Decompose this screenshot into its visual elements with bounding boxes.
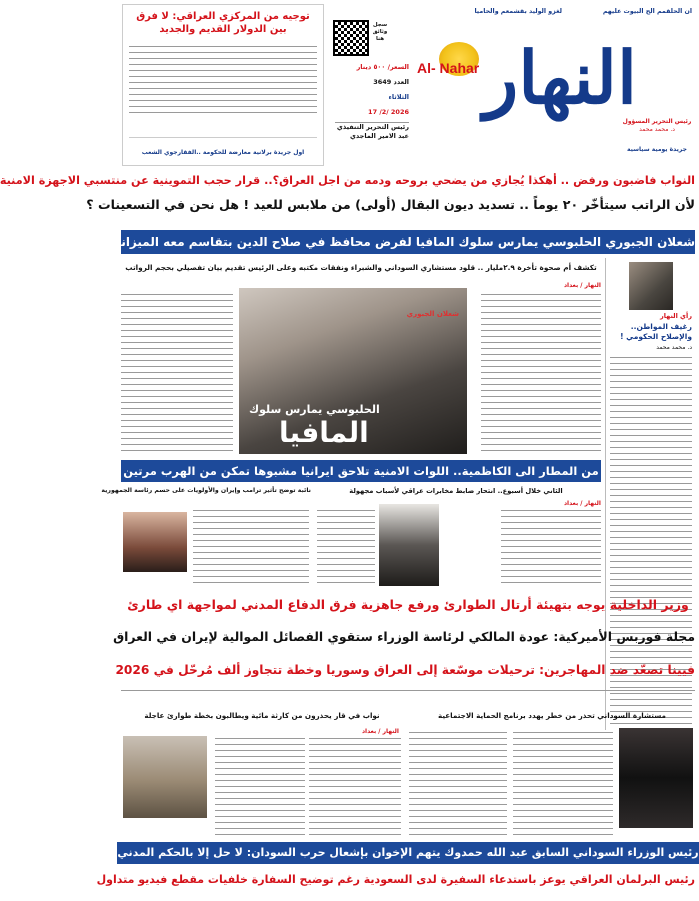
dateline: النهار / بغداد	[563, 282, 601, 289]
issue-date: 2026 /2/ 17	[368, 108, 409, 116]
banner-2[interactable]: من المطار الى الكاظمية.. اللوات الامنية تلاحق ايرانيا مشبوها تمكن من الهرب مرتين	[121, 460, 601, 482]
dateline-3: النهار / بغداد	[361, 728, 399, 735]
bottom-headline-1[interactable]: رئيس الوزراء السوداني السابق عبد الله حمدوك يتهم الإخوان بإشعال حرب السودان: لا حل إلا بالحكم المدني	[117, 842, 699, 864]
silhouette-photo	[379, 504, 439, 586]
sub-headline-1[interactable]: تكشف أم صحوة تأخرة ٢.٩مليار .. قلود مستشاري السوداني والشبراء ونفقات مكتبه وعلى الرئيس تقديم بيان تفصيلي بحجم الرواتب	[125, 263, 597, 272]
price: السعر/ ٥٠٠ دينار	[356, 63, 409, 71]
story-col-1	[481, 292, 601, 452]
secondary-stories	[121, 498, 601, 590]
top-left-teaser: ان الحلقمم الح البيوت عليهم	[602, 8, 692, 15]
divider	[121, 690, 695, 691]
col-a	[409, 726, 695, 838]
col-b-text-1	[309, 736, 401, 836]
mp-photo	[123, 512, 187, 572]
main-story	[121, 280, 601, 456]
issue-number: العدد 3649	[373, 78, 409, 86]
headline-3[interactable]: وزير الداخلية يوجه بتهيئة أرتال الطوارئ ورفع جاهزية فرق الدفاع المدني لمواجهة اي طارئ	[127, 597, 689, 612]
story-col-3	[501, 508, 601, 588]
photo-caption-line1: الحلبوسي يمارس سلوك	[249, 403, 380, 416]
story-col-2	[121, 292, 233, 452]
headline-4[interactable]: مجلة فوربس الأميركية: عودة المالكي لرئاسة الوزراء ستقوي الفصائل الموالية لإيران في العراق	[113, 629, 695, 644]
col-b-title[interactable]: نواب في قار يحذرون من كارثة مائية ويطالبون بخطة طوارئ عاجلة	[144, 711, 380, 720]
col-b	[121, 726, 403, 838]
issue-info	[335, 60, 409, 141]
qr-code[interactable]	[333, 20, 369, 56]
dateline-2: النهار / بغداد	[563, 500, 601, 507]
story-col-5	[193, 508, 309, 588]
left-news-box	[122, 4, 324, 166]
col-a-title[interactable]: مستشارة السوداني تحذر من خطر يهدد برنامج الحماية الاجتماعية	[437, 711, 666, 720]
logo-arabic: النهار	[483, 35, 637, 120]
story-col-4	[317, 508, 375, 588]
sub-headline-2a[interactable]: الثاني خلال أسبوع.. انتحار ضابط مخابرات عراقي لأسباب مجهولة	[349, 487, 563, 495]
top-mid-teaser: لغزو الوليد بقشمعم والحاميا	[474, 8, 562, 15]
qr-label: سجل وثائق هنا	[372, 22, 388, 42]
opinion-label: رأي النهار	[660, 312, 692, 320]
left-box-title: توجيه من المركزي العراقي: لا فرق بين الدولار القديم والجديد	[136, 11, 310, 35]
chief-editor-label: رئيس التحرير التنفيذي	[336, 123, 409, 131]
opinion-title[interactable]: رغيف المواطن.. والإصلاح الحكومي !	[620, 322, 692, 341]
story-photo	[239, 288, 467, 454]
tagline: جريدة يومية سياسية	[627, 146, 687, 153]
col-a-photo	[619, 728, 693, 828]
chief-editor-name: عبد الامير الماجدي	[349, 132, 409, 140]
drought-photo	[123, 736, 207, 818]
photo-caption-line2: المافيا	[279, 416, 369, 449]
columnist-photo	[629, 262, 673, 310]
editor-name: د. محمد محمد	[639, 126, 675, 133]
col-b-text-2	[215, 736, 305, 836]
col-a-text-1	[513, 730, 613, 836]
bottom-headline-2[interactable]: رئيس البرلمان العراقي يوعز باستدعاء السفيرة لدى السعودية رغم توضيح السفارة خلفيات مقطع فيديو متداول	[96, 873, 695, 886]
photo-caption-small: شعلان الجبوري	[406, 310, 459, 318]
masthead-logo	[407, 30, 637, 130]
opinion-author: د. محمد محمد	[656, 344, 692, 351]
editor-label: رئيس التحرير المسؤول	[622, 118, 692, 125]
headline-1[interactable]: النواب فاضبون ورفض .. أهكذا يُجازي من يضحي بروحه ودمه من اجل العراق؟.. قرار حجب التموينية عن منتسبي الاجهزة الامنية	[0, 174, 695, 187]
issue-day: الثلاثاء	[388, 93, 409, 101]
col-a-text-2	[409, 730, 507, 836]
headline-5[interactable]: فيينا تصعّد ضد المهاجرين: ترحيلات موسّعة إلى العراق وسوريا وخطة تتجاوز ألف مُرحّل في 2026	[115, 663, 695, 677]
left-box-caption: اول جريدة برلانية معارضة للحكومة ..الفقارجوي الشعب	[141, 149, 305, 156]
sub-headline-2b[interactable]: نائبة توضح تأثير ترامب وإيران والأولويات على حسم رئاسة الجمهورية	[101, 487, 311, 494]
banner-1[interactable]: شعلان الجبوري الحلبوسي يمارس سلوك المافيا لفرض محافظ في صلاح الدين بتقاسم معه الميزانية	[121, 230, 695, 254]
headline-2[interactable]: لأن الراتب سيتأخّر ٢٠ يوماً .. تسديد ديون البقال (أولى) من ملابس للعيد ! هل نحن في التسعينات ؟	[86, 197, 695, 212]
logo-latin: Al- Nahar	[417, 60, 480, 76]
left-box-text	[129, 44, 317, 114]
